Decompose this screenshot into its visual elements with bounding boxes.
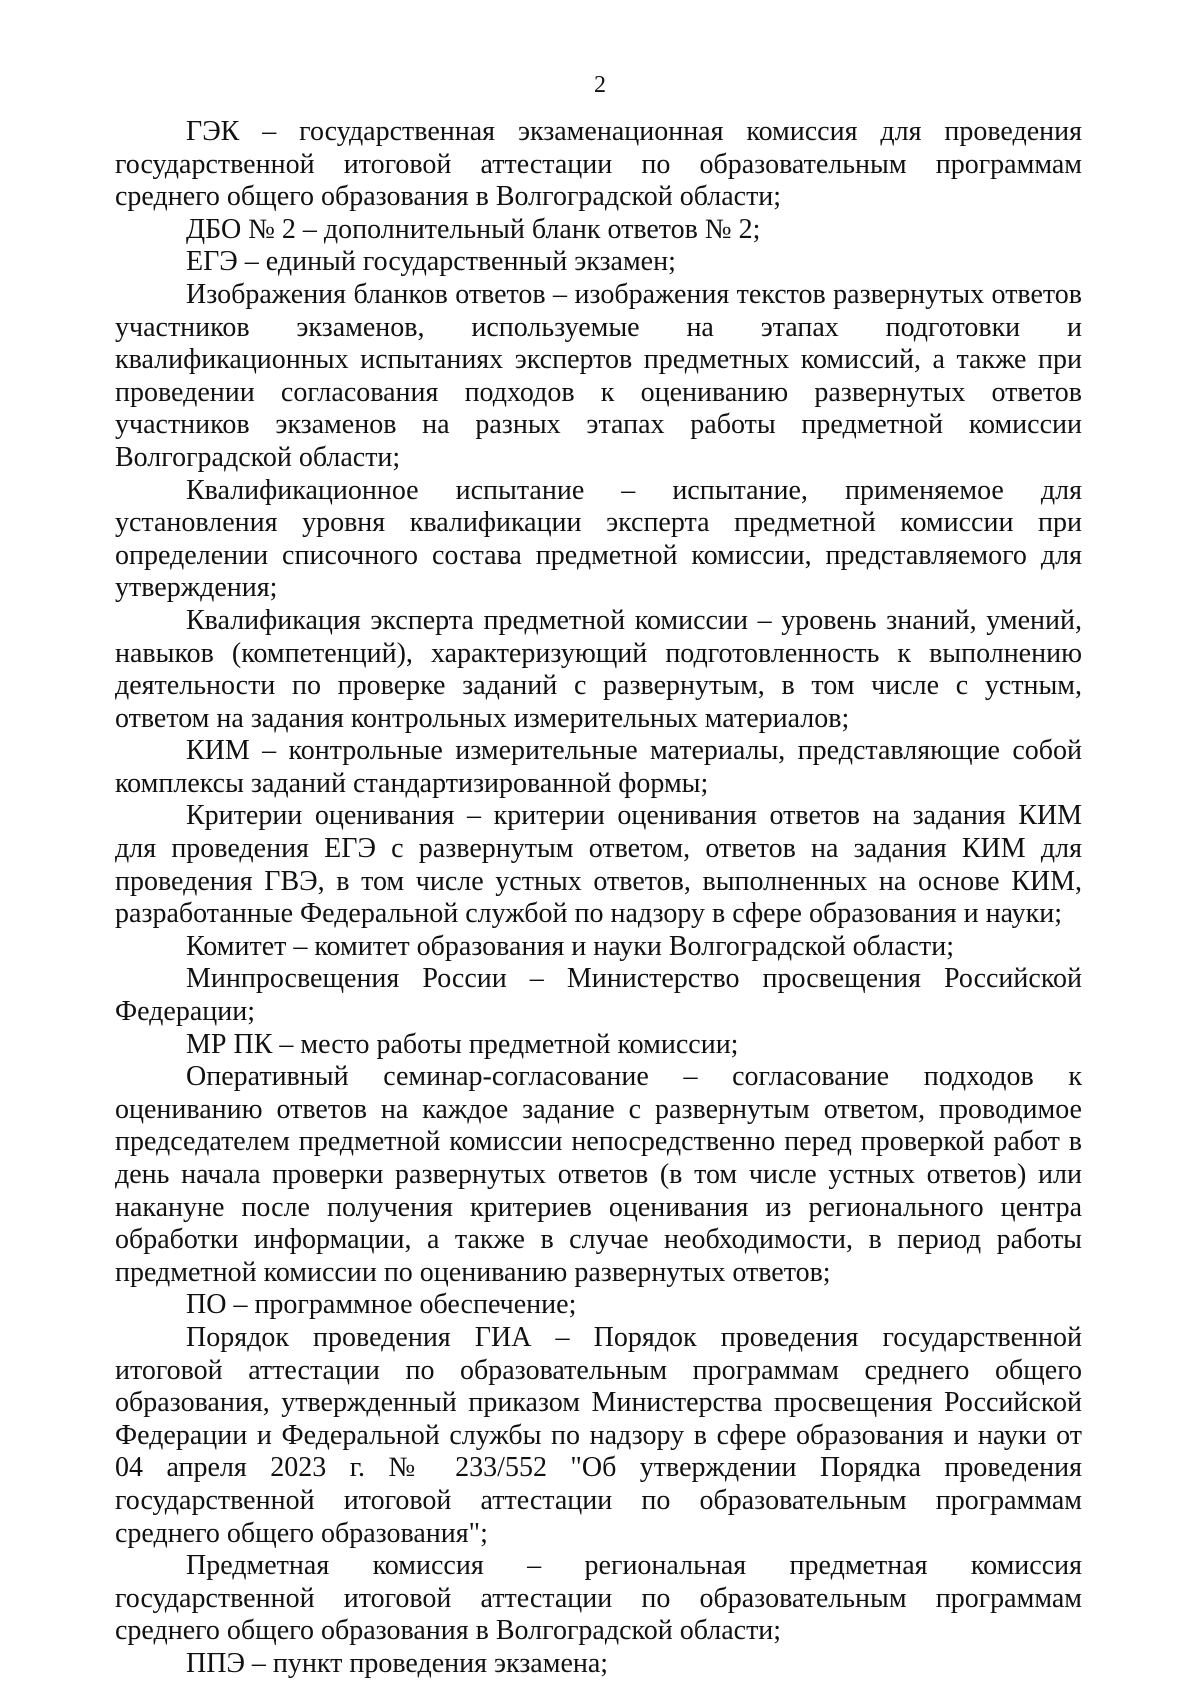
definition-mr-pk: МР ПК – место работы предметной комиссии;	[186, 1028, 739, 1060]
definition-ege: ЕГЭ – единый государственный экзамен;	[186, 246, 676, 278]
definition-qualification-test: Квалификационное испытание – испытание, применяемое для установления уровня квалификации эксперта предметной комиссии при определении списочного состава предметной комиссии, представляемого для утверждения;	[115, 474, 1082, 604]
definitions-list	[115, 116, 1082, 1681]
definition-expert-qualification: Квалификация эксперта предметной комиссии – уровень знаний, умений, навыков (компетенций), характеризующий подготовленность к выполнению деятельности по проверке заданий с развернутым, в том числе с устным, ответом на задания контрольных измерительных материалов;	[115, 604, 1082, 734]
definition-operative-seminar: Оперативный семинар-согласование – согласование подходов к оцениванию ответов на каждое задание с развернутым ответом, проводимое председателем предметной комиссии непосредственно перед проверкой работ в день начала проверки развернутых ответов (в том числе устных ответов) или накануне после получения критериев оценивания из регионального центра обработки информации, а также в случае необходимости, в период работы предметной комиссии по оцениванию развернутых ответов;	[115, 1061, 1082, 1288]
definition-dbo-2: ДБО № 2 – дополнительный бланк ответов № 2;	[186, 213, 761, 245]
definition-minprosveshcheniya: Минпросвещения России – Министерство просвещения Российской Федерации;	[115, 963, 1082, 1028]
definition-ppe: ППЭ – пункт проведения экзамена;	[186, 1647, 609, 1679]
definition-po: ПО – программное обеспечение;	[186, 1289, 577, 1321]
page-number: 2	[594, 72, 606, 98]
definition-gek: ГЭК – государственная экзаменационная комиссия для проведения государственной итоговой аттестации по образовательным программам среднего общего образования в Волгоградской области;	[115, 116, 1082, 213]
definition-committee: Комитет – комитет образования и науки Волгоградской области;	[186, 930, 955, 962]
definition-answer-form-images: Изображения бланков ответов – изображения текстов развернутых ответов участников экзаменов, используемые на этапах подготовки и квалификационных испытаниях экспертов предметных комиссий, а также при проведении согласования подходов к оцениванию развернутых ответов участников экзаменов на разных этапах работы предметной комиссии Волгоградской области;	[115, 278, 1082, 473]
definition-subject-commission: Предметная комиссия – региональная предметная комиссия государственной итоговой аттестации по образовательным программам среднего общего образования в Волгоградской области;	[115, 1550, 1082, 1647]
definition-gia-procedure: Порядок проведения ГИА – Порядок проведения государственной итоговой аттестации по образовательным программам среднего общего образования, утвержденный приказом Министерства просвещения Российской Федерации и Федеральной службы по надзору в сфере образования и науки от 04 апреля 2023 г. № 233/552 "Об утверждении Порядка проведения государственной итоговой аттестации по образовательным программам среднего общего образования";	[115, 1321, 1082, 1549]
definition-evaluation-criteria: Критерии оценивания – критерии оценивания ответов на задания КИМ для проведения ЕГЭ с развернутым ответом, ответов на задания КИМ для проведения ГВЭ, в том числе устных ответов, выполненных на основе КИМ, разработанные Федеральной службой по надзору в сфере образования и науки;	[115, 800, 1082, 930]
definition-kim: КИМ – контрольные измерительные материалы, представляющие собой комплексы заданий стандартизированной формы;	[115, 735, 1082, 799]
